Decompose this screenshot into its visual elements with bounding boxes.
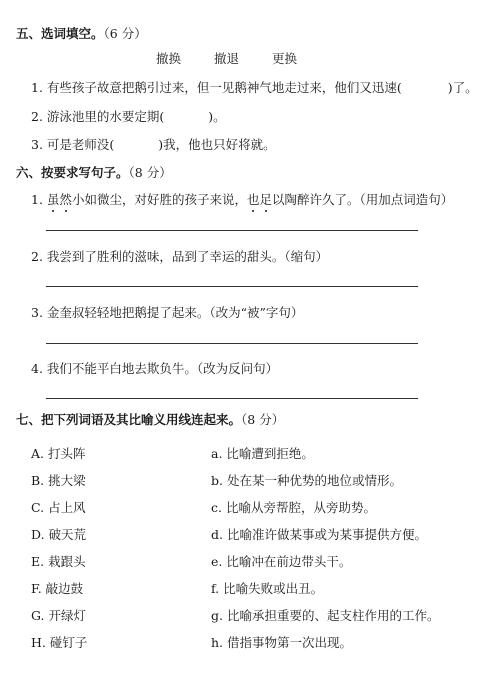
question-text: 1. 有些孩子故意把鹅引过来，但一见鹅神气地走过来，他们又迅速( [31, 80, 402, 95]
question-text: )了。 [447, 80, 478, 95]
answer-line[interactable] [46, 286, 418, 287]
word-bank [0, 49, 460, 65]
section7-title-text: 七、把下列词语及其比喻义用线连起来。 [16, 412, 242, 427]
section5-score: （6 分） [103, 26, 147, 41]
section5-question-3 [31, 135, 276, 153]
term-item[interactable]: F. 敲边鼓 [31, 581, 84, 596]
question-text: 以陶醉许久了。（用加点词造句） [271, 192, 454, 207]
question-text: )我，他也只好将就。 [158, 137, 276, 152]
section7-score: （8 分） [241, 412, 285, 427]
meaning-item[interactable]: h. 借指事物第一次出现。 [211, 635, 352, 650]
emphasis-dot-char: 虽 [46, 192, 60, 207]
emphasis-dot-char: 足 [259, 192, 272, 207]
question-text: )。 [208, 109, 226, 124]
section6-question-3: 3. 金奎叔轻轻地把鹅提了起来。（改为“被”字句） [31, 305, 304, 320]
meaning-item[interactable]: b. 处在某一种优势的地位或情形。 [211, 473, 402, 488]
section6-question-4: 4. 我们不能平白地去欺负牛。（改为反问句） [31, 361, 279, 376]
section6-question-1 [31, 190, 453, 208]
answer-line[interactable] [46, 230, 418, 231]
meaning-item[interactable]: d. 比喻准许做某事或为某事提供方便。 [211, 527, 427, 542]
answer-line[interactable] [46, 398, 418, 399]
term-item[interactable]: C. 占上风 [31, 500, 86, 515]
question-text: 3. 可是老师没( [31, 137, 115, 152]
section5-title-text: 五、选词填空。 [16, 26, 104, 41]
section5-title [16, 24, 147, 42]
word-option: 更换 [272, 51, 298, 66]
question-text: 小如微尘，对好胜的孩子来说， [71, 192, 247, 207]
meaning-item[interactable]: e. 比喻冲在前边带头干。 [211, 554, 352, 569]
section6-score: （8 分） [128, 165, 172, 180]
section6-title [16, 163, 172, 181]
term-item[interactable]: D. 破天荒 [31, 527, 87, 542]
term-item[interactable]: A. 打头阵 [31, 446, 86, 461]
section5-question-1 [31, 78, 478, 96]
section6-question-2: 2. 我尝到了胜利的滋味，品到了幸运的甜头。（缩句） [31, 249, 329, 264]
meaning-item[interactable]: c. 比喻从旁帮腔，从旁助势。 [211, 500, 376, 515]
term-item[interactable]: H. 碰钉子 [31, 635, 88, 650]
word-option: 撤换 [156, 51, 182, 66]
meaning-item[interactable]: a. 比喻遭到拒绝。 [211, 446, 314, 461]
section6-title-text: 六、按要求写句子。 [16, 165, 129, 180]
question-number: 1. [31, 192, 47, 207]
meaning-item[interactable]: f. 比喻失败或出丑。 [211, 581, 324, 596]
section5-question-2 [31, 107, 226, 125]
term-item[interactable]: G. 开绿灯 [31, 608, 86, 623]
question-text: 2. 游泳池里的水要定期( [31, 109, 165, 124]
answer-line[interactable] [46, 343, 418, 344]
section7-title [16, 410, 284, 428]
term-item[interactable]: E. 栽跟头 [31, 554, 86, 569]
emphasis-dot-char: 然 [59, 192, 72, 207]
term-item[interactable]: B. 挑大梁 [31, 473, 86, 488]
emphasis-dot-char: 也 [246, 192, 260, 207]
meaning-item[interactable]: g. 比喻承担重要的、起支柱作用的工作。 [211, 608, 440, 623]
word-option: 撤退 [214, 51, 240, 66]
